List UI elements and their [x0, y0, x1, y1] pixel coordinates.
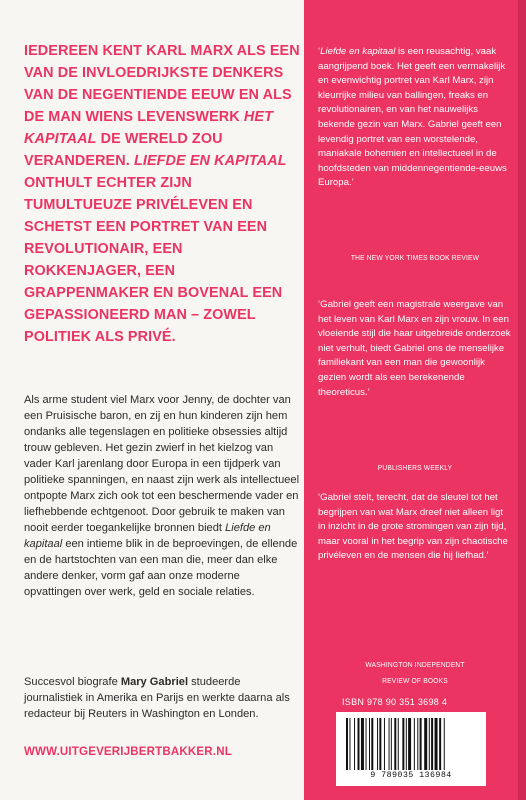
author-bio-part-1: Succesvol biografe [24, 676, 121, 688]
barcode-bar [389, 718, 390, 770]
barcode-bar [402, 718, 404, 770]
barcode-bar [417, 718, 418, 770]
barcode-bar [398, 718, 399, 770]
review-quote-2: ‘Gabriel geeft een magistrale weergave van het leven van Karl Marx en zijn vrouw. In een vloeiende stijl die haar uitgebreide onderzoek niet verhult, biedt Gabriel ons de menselijke familiekant van een man die gewoonlijk gezien wordt als een berekenende theoreticus.’ [318, 299, 511, 398]
author-bio [24, 674, 300, 722]
barcode-bar [394, 718, 396, 770]
quote1-open: ‘ [318, 46, 321, 57]
barcode-bar [406, 718, 407, 770]
headline-part-3: ONTHULT ECHTER ZIJN TUMULTUEUZE PRIVÉLEVEN EN SCHETST EEN PORTRET VAN EEN REVOLUTIONAIR, EEN ROKKENJAGER, EEN GRAPPENMAKER EN BOVENAL EEN GEPASSIONEERD MAN – ZOWEL POLITIEK ALS PRIVÉ. [24, 175, 283, 345]
barcode-bars [344, 718, 478, 770]
barcode-bar [420, 718, 422, 770]
description-part-2: een intieme blik in de beproevingen, de ellende en de hartstochten van een man die, meer dan elke andere denker, vorm gaf aan onze moderne opvattingen over werk, geld en sociale relaties. [24, 538, 298, 598]
headline-title-2: LIEFDE EN KAPITAAL [133, 153, 287, 169]
description-paragraph [24, 392, 300, 600]
barcode-bar [435, 718, 438, 770]
barcode-bar [439, 718, 441, 770]
barcode-bar [377, 718, 378, 770]
headline-part-2: DE WERELD ZOU VERANDEREN. [24, 131, 223, 169]
barcode-bar [391, 718, 392, 770]
author-name: Mary Gabriel [120, 676, 189, 688]
review-quote-1 [318, 45, 512, 191]
headline-part-1: IEDEREEN KENT KARL MARX ALS EEN VAN DE INVLOEDRIJKSTE DENKERS VAN DE NEGENTIENDE EEUW EN ALS DE MAN WIENS LEVENSWERK [24, 43, 300, 125]
barcode-bar [414, 718, 415, 770]
isbn-label: ISBN 978 90 351 3698 4 [342, 697, 448, 707]
headline [24, 40, 302, 348]
barcode-bar [431, 718, 433, 770]
publisher-website-link[interactable]: WWW.UITGEVERIJBERTBAKKER.NL [24, 746, 232, 758]
barcode-bar [371, 718, 373, 770]
cover-edge [518, 0, 526, 800]
review-source-3-line-1: WASHINGTON INDEPENDENT [365, 660, 465, 669]
headline-title-1: HET KAPITAAL [24, 109, 273, 147]
barcode-bar [429, 718, 430, 770]
quote1-text: is een reusachtig, vaak aangrijpend boek. Het geeft een vermakelijk en evenwichtig portret van Karl Marx, zijn kleurrijke milieu van ballingen, freaks en revolutionairen, en van het nauwelijks bekende gezin van Marx. Gabriel geeft een levendig portret van een worstelende, maniakale bohemien en intellectueel in de hoofdsteden van middennegentiende-eeuws Europa.’ [318, 46, 507, 189]
barcode-bar [354, 718, 355, 770]
quote1-title: Liefde en kapitaal [320, 46, 396, 57]
barcode [336, 712, 486, 786]
review-quote-3: ‘Gabriel stelt, terecht, dat de sleutel tot het begrijpen van wat Marx dreef niet alleen ligt in inzicht in de grote stromingen van zijn tijd, maar vooral in het begrip van zijn chaotische privéleven en de mensen die hij liefhad.’ [318, 492, 508, 562]
review-source-3-line-2: REVIEW OF BOOKS [382, 676, 448, 685]
barcode-bar [366, 718, 367, 770]
barcode-bar [408, 718, 411, 770]
barcode-bar [358, 718, 360, 770]
barcode-bar [444, 718, 445, 770]
barcode-bar [369, 718, 370, 770]
description-part-1: Als arme student viel Marx voor Jenny, de dochter van een Pruisische baron, en zij en hun kinderen zijn hem ondanks alle tegenslagen en politieke obsessies altijd trouw gebleven. Het gezin zwierf in het kielzog van vader Karl jarenlang door Europa in een tijdperk van politieke spanningen, en naast zijn werk als intellectueel ontpopte Marx zich ook tot een beschermende vader en liefhebbende echtgenoot. Door gebruik te maken van nooit eerder toegankelijke bronnen biedt [24, 394, 300, 534]
barcode-bar [361, 718, 364, 770]
author-bio-part-2: studeerde journalistiek in Amerika en Parijs en werkte daarna als redacteur bij Reuters in Washington en Londen. [24, 676, 290, 720]
barcode-bar [349, 718, 350, 770]
barcode-bar [346, 718, 348, 770]
barcode-number: 9 789035 136984 [370, 770, 452, 780]
review-source-1: THE NEW YORK TIMES BOOK REVIEW [350, 253, 480, 262]
barcode-bar [384, 718, 385, 770]
barcode-bar [379, 718, 381, 770]
review-source-2: PUBLISHERS WEEKLY [377, 463, 453, 472]
barcode-bar [424, 718, 427, 770]
description-title: Liefde en kapitaal [24, 522, 271, 550]
